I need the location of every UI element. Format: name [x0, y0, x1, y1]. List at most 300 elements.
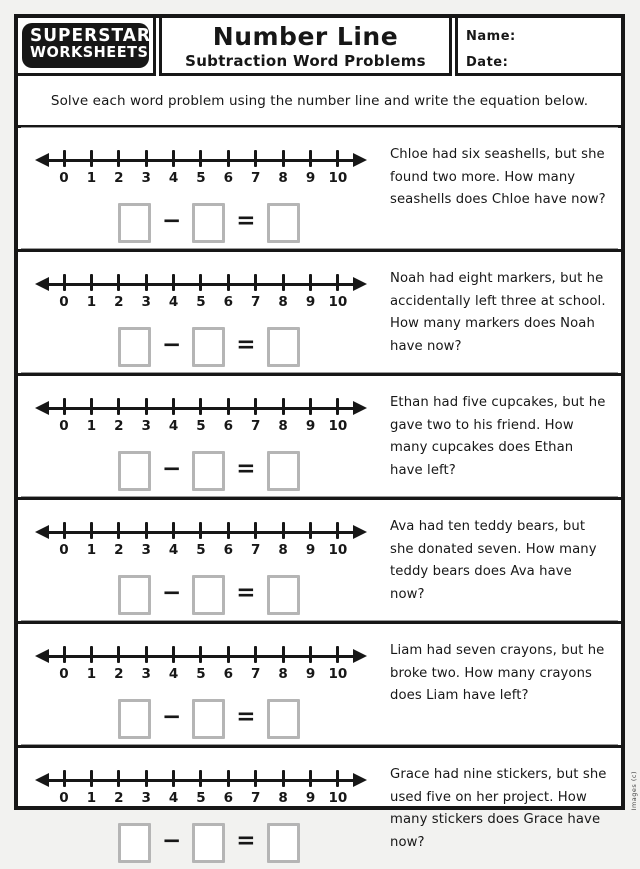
tick-label: 6: [223, 418, 234, 434]
tick: [220, 274, 236, 310]
tick-mark: [199, 522, 202, 539]
tick-label: 10: [328, 418, 348, 434]
minus-sign: −: [162, 704, 182, 730]
problem-statement: [378, 266, 611, 367]
tick-mark: [254, 274, 257, 291]
tick: [275, 274, 291, 310]
tick-mark: [172, 646, 175, 663]
tick: [303, 522, 319, 558]
tick-mark: [336, 522, 339, 539]
number-line-ticks: [56, 770, 346, 806]
tick-mark: [227, 150, 230, 167]
name-field-line: [466, 25, 621, 44]
answer-box[interactable]: [267, 823, 300, 863]
tick: [56, 646, 72, 682]
tick: [138, 646, 154, 682]
tick-label: 7: [251, 542, 261, 558]
right-arrow-icon: [353, 153, 367, 167]
tick-label: 9: [305, 418, 316, 434]
subtrahend-box[interactable]: [192, 575, 225, 615]
equation: [118, 575, 378, 615]
problem-text: Ava had ten teddy bears, but she donated seven. How many teddy bears does Ava have now?: [390, 519, 597, 602]
subtrahend-box[interactable]: [192, 699, 225, 739]
tick: [275, 398, 291, 434]
logo-text-line1: SUPERSTAR: [30, 25, 151, 47]
tick: [303, 646, 319, 682]
tick-mark: [199, 274, 202, 291]
tick-label: 5: [196, 170, 206, 186]
tick-label: 3: [141, 666, 151, 682]
problem-workspace: [36, 762, 378, 863]
tick-mark: [282, 398, 285, 415]
title-cell: [159, 18, 452, 76]
tick: [248, 646, 264, 682]
tick: [248, 522, 264, 558]
tick-mark: [227, 770, 230, 787]
tick: [193, 150, 209, 186]
minus-sign: −: [162, 580, 182, 606]
tick: [166, 398, 182, 434]
tick: [83, 646, 99, 682]
tick-mark: [90, 770, 93, 787]
name-label: Name:: [466, 29, 516, 44]
tick-label: 9: [305, 294, 316, 310]
tick-label: 1: [86, 542, 97, 558]
tick-label: 0: [59, 542, 69, 558]
tick: [138, 150, 154, 186]
number-line-ticks: [56, 522, 346, 558]
date-input-blank[interactable]: [512, 51, 621, 66]
number-line: [36, 270, 366, 318]
tick: [56, 770, 72, 806]
tick-mark: [63, 770, 66, 787]
tick: [248, 150, 264, 186]
tick: [220, 398, 236, 434]
tick-label: 8: [278, 790, 288, 806]
tick-mark: [282, 522, 285, 539]
problem-workspace: [36, 142, 378, 243]
tick: [111, 150, 127, 186]
minus-sign: −: [162, 456, 182, 482]
problem-text: Ethan had five cupcakes, but he gave two to his friend. How many cupcakes does Ethan have left?: [390, 395, 606, 478]
tick-label: 10: [328, 790, 348, 806]
subtrahend-box[interactable]: [192, 327, 225, 367]
tick: [193, 398, 209, 434]
tick-label: 7: [251, 790, 261, 806]
tick-label: 5: [196, 790, 206, 806]
tick-label: 1: [86, 170, 97, 186]
problem-text: Chloe had six seashells, but she found two more. How many seashells does Chloe have now?: [390, 147, 606, 207]
tick-mark: [282, 150, 285, 167]
tick-label: 3: [141, 170, 151, 186]
tick-mark: [63, 274, 66, 291]
tick-label: 0: [59, 790, 69, 806]
minuend-box[interactable]: [118, 451, 151, 491]
tick-mark: [199, 646, 202, 663]
problem-row: [18, 621, 621, 745]
tick-mark: [172, 522, 175, 539]
minuend-box[interactable]: [118, 327, 151, 367]
tick: [138, 398, 154, 434]
problem-workspace: [36, 390, 378, 491]
answer-box[interactable]: [267, 203, 300, 243]
tick: [166, 274, 182, 310]
tick-mark: [199, 398, 202, 415]
tick-label: 4: [168, 666, 179, 682]
tick-mark: [90, 646, 93, 663]
tick-label: 6: [223, 790, 234, 806]
tick-label: 9: [305, 170, 316, 186]
tick-label: 10: [328, 666, 348, 682]
tick-mark: [63, 398, 66, 415]
tick: [330, 274, 346, 310]
tick-label: 1: [86, 418, 97, 434]
tick: [303, 770, 319, 806]
tick-mark: [145, 770, 148, 787]
left-arrow-icon: [35, 401, 49, 415]
tick-label: 5: [196, 666, 206, 682]
minus-sign: −: [162, 828, 182, 854]
tick-mark: [90, 150, 93, 167]
tick: [303, 150, 319, 186]
tick: [275, 646, 291, 682]
answer-box[interactable]: [267, 327, 300, 367]
tick-label: 0: [59, 418, 69, 434]
tick: [83, 770, 99, 806]
right-arrow-icon: [353, 773, 367, 787]
tick: [111, 274, 127, 310]
tick-label: 1: [86, 666, 97, 682]
problem-text: Liam had seven crayons, but he broke two. How many crayons does Liam have left?: [390, 643, 605, 703]
tick: [220, 522, 236, 558]
tick-mark: [145, 646, 148, 663]
tick: [56, 522, 72, 558]
tick-mark: [90, 522, 93, 539]
tick: [83, 274, 99, 310]
tick-label: 2: [114, 418, 124, 434]
date-label: Date:: [466, 55, 509, 70]
problem-row: [18, 373, 621, 497]
tick: [303, 274, 319, 310]
equation: [118, 451, 378, 491]
tick: [193, 646, 209, 682]
tick-label: 3: [141, 790, 151, 806]
right-arrow-icon: [353, 525, 367, 539]
tick-label: 1: [86, 294, 97, 310]
tick-label: 2: [114, 542, 124, 558]
tick-mark: [117, 522, 120, 539]
minuend-box[interactable]: [118, 823, 151, 863]
worksheet-sheet: [14, 14, 625, 854]
instruction-row: [18, 76, 621, 128]
tick: [220, 646, 236, 682]
problem-workspace: [36, 638, 378, 739]
problem-row: [18, 497, 621, 621]
tick-label: 9: [305, 790, 316, 806]
tick-label: 6: [223, 542, 234, 558]
tick-mark: [309, 150, 312, 167]
tick-mark: [254, 522, 257, 539]
tick-mark: [254, 150, 257, 167]
tick-mark: [254, 646, 257, 663]
minuend-box[interactable]: [118, 699, 151, 739]
tick-label: 6: [223, 666, 234, 682]
tick-mark: [145, 522, 148, 539]
worksheet-header: [18, 18, 621, 76]
tick: [303, 398, 319, 434]
number-line-ticks: [56, 274, 346, 310]
tick-mark: [90, 274, 93, 291]
tick: [330, 522, 346, 558]
tick: [56, 398, 72, 434]
tick-mark: [309, 274, 312, 291]
logo-cell: [18, 18, 156, 76]
subtrahend-box[interactable]: [192, 451, 225, 491]
problem-text: Noah had eight markers, but he accidentally left three at school. How many markers does Noah have now?: [390, 271, 606, 354]
tick: [275, 150, 291, 186]
tick: [193, 522, 209, 558]
tick-label: 4: [168, 790, 179, 806]
number-line-ticks: [56, 646, 346, 682]
tick-mark: [254, 770, 257, 787]
tick: [111, 522, 127, 558]
tick-label: 9: [305, 666, 316, 682]
tick: [166, 646, 182, 682]
equals-sign: =: [236, 208, 256, 234]
tick-label: 8: [278, 294, 288, 310]
equation: [118, 203, 378, 243]
tick-label: 4: [168, 542, 179, 558]
tick-mark: [117, 646, 120, 663]
tick-mark: [172, 150, 175, 167]
subtrahend-box[interactable]: [192, 203, 225, 243]
right-arrow-icon: [353, 649, 367, 663]
tick-mark: [282, 274, 285, 291]
tick-label: 5: [196, 294, 206, 310]
left-arrow-icon: [35, 773, 49, 787]
tick-mark: [254, 398, 257, 415]
logo-text-line2: WORKSHEETS: [30, 44, 149, 62]
problem-statement: [378, 390, 611, 491]
minuend-box[interactable]: [118, 575, 151, 615]
equation: [118, 823, 378, 863]
problem-row: [18, 745, 621, 869]
tick: [138, 274, 154, 310]
tick-mark: [309, 770, 312, 787]
tick-label: 4: [168, 170, 179, 186]
date-field-line: [466, 51, 621, 70]
tick-mark: [336, 274, 339, 291]
tick-label: 10: [328, 170, 348, 186]
page-title: Number Line: [212, 21, 399, 51]
tick-mark: [90, 398, 93, 415]
tick: [330, 770, 346, 806]
tick-mark: [199, 770, 202, 787]
left-arrow-icon: [35, 525, 49, 539]
right-arrow-icon: [353, 401, 367, 415]
problem-statement: [378, 762, 611, 863]
tick: [248, 274, 264, 310]
tick-label: 4: [168, 294, 179, 310]
tick-mark: [63, 150, 66, 167]
left-arrow-icon: [35, 649, 49, 663]
tick-label: 7: [251, 294, 261, 310]
tick-label: 6: [223, 170, 234, 186]
tick-label: 4: [168, 418, 179, 434]
problem-row: [18, 249, 621, 373]
tick: [83, 150, 99, 186]
tick: [111, 646, 127, 682]
tick: [220, 770, 236, 806]
equals-sign: =: [236, 704, 256, 730]
tick-mark: [63, 522, 66, 539]
problem-statement: [378, 514, 611, 615]
problem-statement: [378, 142, 611, 243]
tick-mark: [309, 646, 312, 663]
tick-mark: [227, 398, 230, 415]
tick-mark: [336, 398, 339, 415]
tick-label: 0: [59, 666, 69, 682]
number-line: [36, 518, 366, 566]
tick: [330, 646, 346, 682]
tick: [56, 274, 72, 310]
tick-label: 1: [86, 790, 97, 806]
tick-mark: [117, 274, 120, 291]
right-arrow-icon: [353, 277, 367, 291]
tick-label: 8: [278, 666, 288, 682]
number-line: [36, 642, 366, 690]
tick-mark: [117, 770, 120, 787]
tick: [193, 770, 209, 806]
number-line: [36, 394, 366, 442]
left-arrow-icon: [35, 277, 49, 291]
problems-list: [18, 128, 621, 869]
tick-label: 7: [251, 418, 261, 434]
tick-label: 5: [196, 542, 206, 558]
tick: [166, 150, 182, 186]
tick: [193, 274, 209, 310]
equation: [118, 699, 378, 739]
answer-box[interactable]: [267, 575, 300, 615]
name-input-blank[interactable]: [520, 25, 621, 40]
tick-label: 3: [141, 418, 151, 434]
equals-sign: =: [236, 332, 256, 358]
tick-mark: [282, 770, 285, 787]
tick-mark: [145, 274, 148, 291]
tick-label: 8: [278, 418, 288, 434]
number-line: [36, 766, 366, 814]
tick: [275, 522, 291, 558]
tick-label: 0: [59, 170, 69, 186]
tick: [138, 770, 154, 806]
tick: [166, 770, 182, 806]
tick-label: 7: [251, 170, 261, 186]
answer-box[interactable]: [267, 699, 300, 739]
tick-mark: [145, 398, 148, 415]
tick: [56, 150, 72, 186]
tick: [248, 770, 264, 806]
tick-label: 2: [114, 170, 124, 186]
equals-sign: =: [236, 828, 256, 854]
instruction-text: Solve each word problem using the number line and write the equation below.: [50, 92, 589, 109]
answer-box[interactable]: [267, 451, 300, 491]
subtrahend-box[interactable]: [192, 823, 225, 863]
tick: [111, 770, 127, 806]
tick-mark: [336, 770, 339, 787]
tick: [275, 770, 291, 806]
tick-mark: [172, 274, 175, 291]
left-arrow-icon: [35, 153, 49, 167]
tick-mark: [309, 522, 312, 539]
tick-mark: [63, 646, 66, 663]
tick-mark: [117, 398, 120, 415]
tick: [330, 150, 346, 186]
page-subtitle: Subtraction Word Problems: [185, 51, 426, 70]
tick-label: 7: [251, 666, 261, 682]
number-line-ticks: [56, 398, 346, 434]
equals-sign: =: [236, 456, 256, 482]
minus-sign: −: [162, 332, 182, 358]
name-date-cell: [455, 18, 621, 76]
tick-label: 2: [114, 790, 124, 806]
tick: [83, 522, 99, 558]
minus-sign: −: [162, 208, 182, 234]
problem-row: [18, 128, 621, 249]
tick-label: 8: [278, 170, 288, 186]
tick-mark: [336, 150, 339, 167]
tick-mark: [172, 770, 175, 787]
superstar-worksheets-logo: [22, 23, 149, 68]
equals-sign: =: [236, 580, 256, 606]
tick-mark: [227, 646, 230, 663]
tick-mark: [227, 274, 230, 291]
tick-label: 5: [196, 418, 206, 434]
tick-mark: [227, 522, 230, 539]
tick-label: 10: [328, 294, 348, 310]
tick-label: 3: [141, 542, 151, 558]
tick-mark: [199, 150, 202, 167]
tick-mark: [172, 398, 175, 415]
problem-workspace: [36, 514, 378, 615]
tick: [220, 150, 236, 186]
tick-mark: [282, 646, 285, 663]
tick: [83, 398, 99, 434]
tick-mark: [309, 398, 312, 415]
number-line-ticks: [56, 150, 346, 186]
tick: [166, 522, 182, 558]
side-credit-text: Images (c): [630, 770, 638, 810]
tick: [111, 398, 127, 434]
problem-workspace: [36, 266, 378, 367]
minuend-box[interactable]: [118, 203, 151, 243]
number-line: [36, 146, 366, 194]
tick-label: 8: [278, 542, 288, 558]
tick-mark: [117, 150, 120, 167]
tick-label: 10: [328, 542, 348, 558]
tick-label: 2: [114, 666, 124, 682]
tick-label: 0: [59, 294, 69, 310]
tick-mark: [336, 646, 339, 663]
tick-label: 3: [141, 294, 151, 310]
tick: [248, 398, 264, 434]
problem-statement: [378, 638, 611, 739]
equation: [118, 327, 378, 367]
tick-mark: [145, 150, 148, 167]
tick-label: 2: [114, 294, 124, 310]
tick-label: 9: [305, 542, 316, 558]
tick-label: 6: [223, 294, 234, 310]
problem-text: Grace had nine stickers, but she used five on her project. How many stickers does Grace have now?: [390, 767, 607, 850]
